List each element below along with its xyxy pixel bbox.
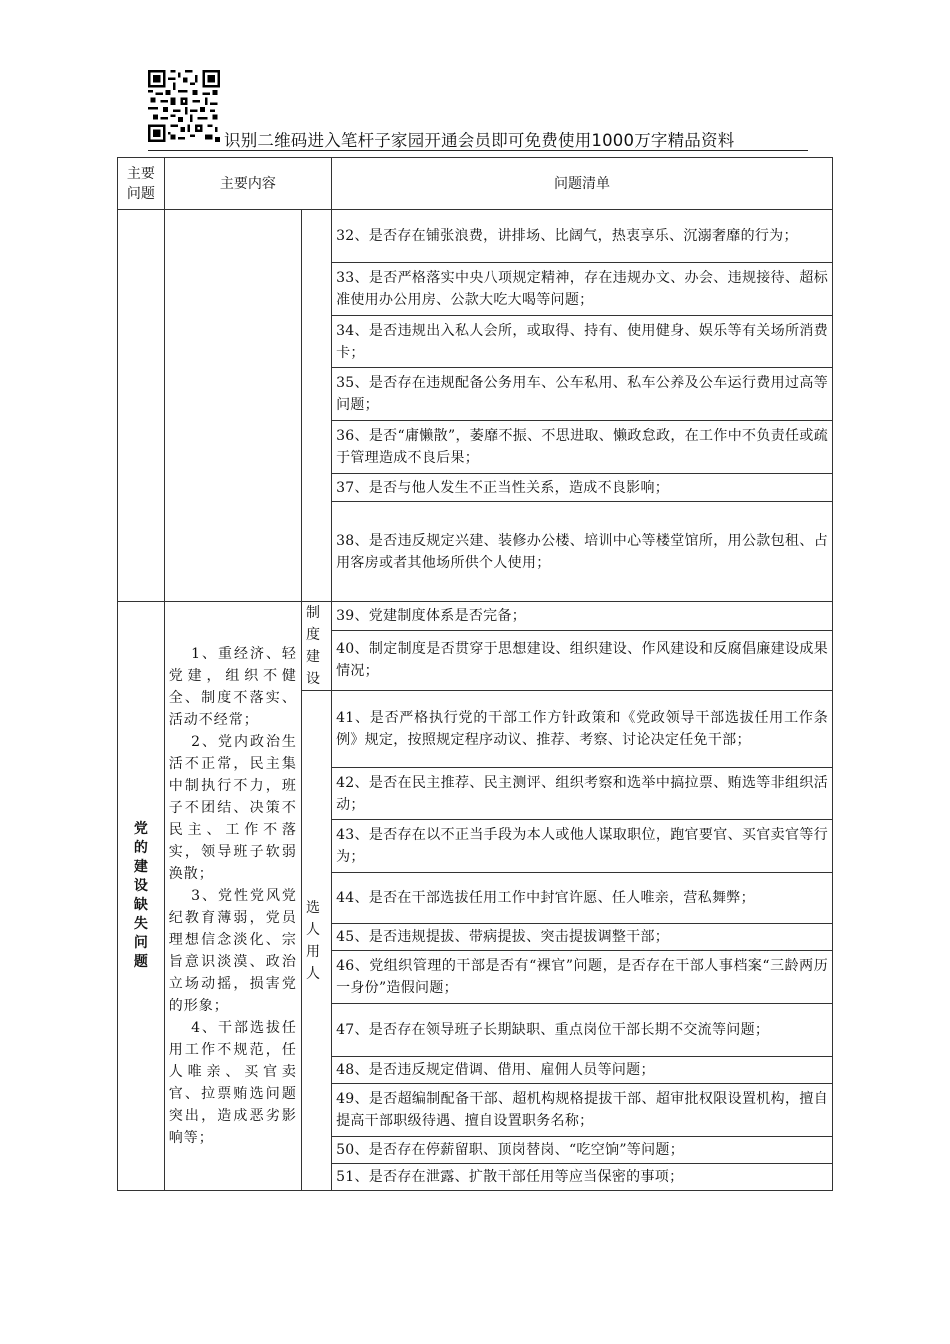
banner-divider (148, 150, 808, 151)
list-item: 36、是否“庸懒散”，萎靡不振、不思进取、懒政怠政，在工作中不负责任或疏于管理造成不良后果； (332, 421, 833, 474)
problem-label: 党的建设缺失问题 (133, 821, 148, 970)
list-item: 49、是否超编制配备干部、超机构规格提拔干部、超审批权限设置机构，擅自提高干部职级待遇、擅自设置职务名称； (332, 1084, 833, 1137)
content-paragraph: 3、党性党风党纪教育薄弱，党员理想信念淡化、宗旨意识淡漠、政治立场动摇，损害党的形象； (168, 888, 297, 1014)
category-personnel-selection: 选人用人 (301, 691, 331, 1191)
list-item: 35、是否存在违规配备公务用车、公车私用、私车公养及公车运行费用过高等问题； (332, 368, 833, 421)
list-item: 44、是否在干部选拔任用工作中封官许愿、任人唯亲，营私舞弊； (332, 873, 833, 924)
list-item: 33、是否严格落实中央八项规定精神，存在违规办文、办会、违规接待、超标准使用办公用房、公款大吃大喝等问题； (332, 263, 833, 316)
list-item: 38、是否违反规定兴建、装修办公楼、培训中心等楼堂馆所，用公款包租、占用客房或者其他场所供个人使用； (332, 502, 833, 602)
list-item: 39、党建制度体系是否完备； (332, 602, 833, 631)
header-main-problem: 主要问题 (118, 158, 165, 210)
list-item: 43、是否存在以不正当手段为本人或他人谋取职位，跑官要官、买官卖官等行为； (332, 820, 833, 873)
problem-cell-empty (118, 210, 165, 602)
content-paragraph: 4、干部选拔任用工作不规范，任人唯亲、买官卖官、拉票贿选问题突出，造成恶劣影响等； (168, 1020, 297, 1146)
table-row (118, 602, 833, 631)
category-cell-empty (301, 210, 331, 602)
list-item: 50、是否存在停薪留职、顶岗替岗、“吃空饷”等问题； (332, 1137, 833, 1164)
problem-cell-party-building (118, 602, 165, 1191)
header-main-content: 主要内容 (164, 158, 331, 210)
list-item: 40、制定制度是否贯穿于思想建设、组织建设、作风建设和反腐倡廉建设成果情况； (332, 630, 833, 690)
inspection-table (117, 157, 833, 1191)
list-item: 41、是否严格执行党的干部工作方针政策和《党政领导干部选拔任用工作条例》规定，按照规定程序动议、推荐、考察、讨论决定任免干部； (332, 691, 833, 768)
content-paragraph: 2、党内政治生活不正常，民主集中制执行不力，班子不团结、决策不民主、工作不落实，领导班子软弱涣散； (168, 734, 297, 882)
list-item: 32、是否存在铺张浪费，讲排场、比阔气，热衷享乐、沉溺奢靡的行为； (332, 210, 833, 263)
list-item: 42、是否在民主推荐、民主测评、组织考察和选举中搞拉票、贿选等非组织活动； (332, 768, 833, 820)
main-content-cell (164, 602, 301, 1191)
content-cell-empty (164, 210, 301, 602)
header-banner (148, 70, 808, 156)
banner-text[interactable]: 识别二维码进入笔杆子家园开通会员即可免费使用1000万字精品资料 (224, 131, 735, 150)
list-item: 46、党组织管理的干部是否有“裸官”问题，是否存在干部人事档案“三龄两历一身份”造假问题； (332, 951, 833, 1004)
list-item: 37、是否与他人发生不正当性关系，造成不良影响； (332, 474, 833, 502)
list-item: 47、是否存在领导班子长期缺职、重点岗位干部长期不交流等问题； (332, 1004, 833, 1057)
qr-code-icon[interactable] (148, 70, 220, 142)
list-item: 45、是否违规提拔、带病提拔、突击提拔调整干部； (332, 924, 833, 951)
list-item: 51、是否存在泄露、扩散干部任用等应当保密的事项； (332, 1164, 833, 1191)
content-paragraph: 1、重经济、轻党建，组织不健全、制度不落实、活动不经常； (168, 646, 297, 728)
table-row (118, 210, 833, 263)
table-header-row (118, 158, 833, 210)
header-problem-list: 问题清单 (332, 158, 833, 210)
list-item: 34、是否违规出入私人会所，或取得、持有、使用健身、娱乐等有关场所消费卡； (332, 316, 833, 368)
category-system-building: 制度建设 (301, 602, 331, 691)
list-item: 48、是否违反规定借调、借用、雇佣人员等问题； (332, 1057, 833, 1084)
